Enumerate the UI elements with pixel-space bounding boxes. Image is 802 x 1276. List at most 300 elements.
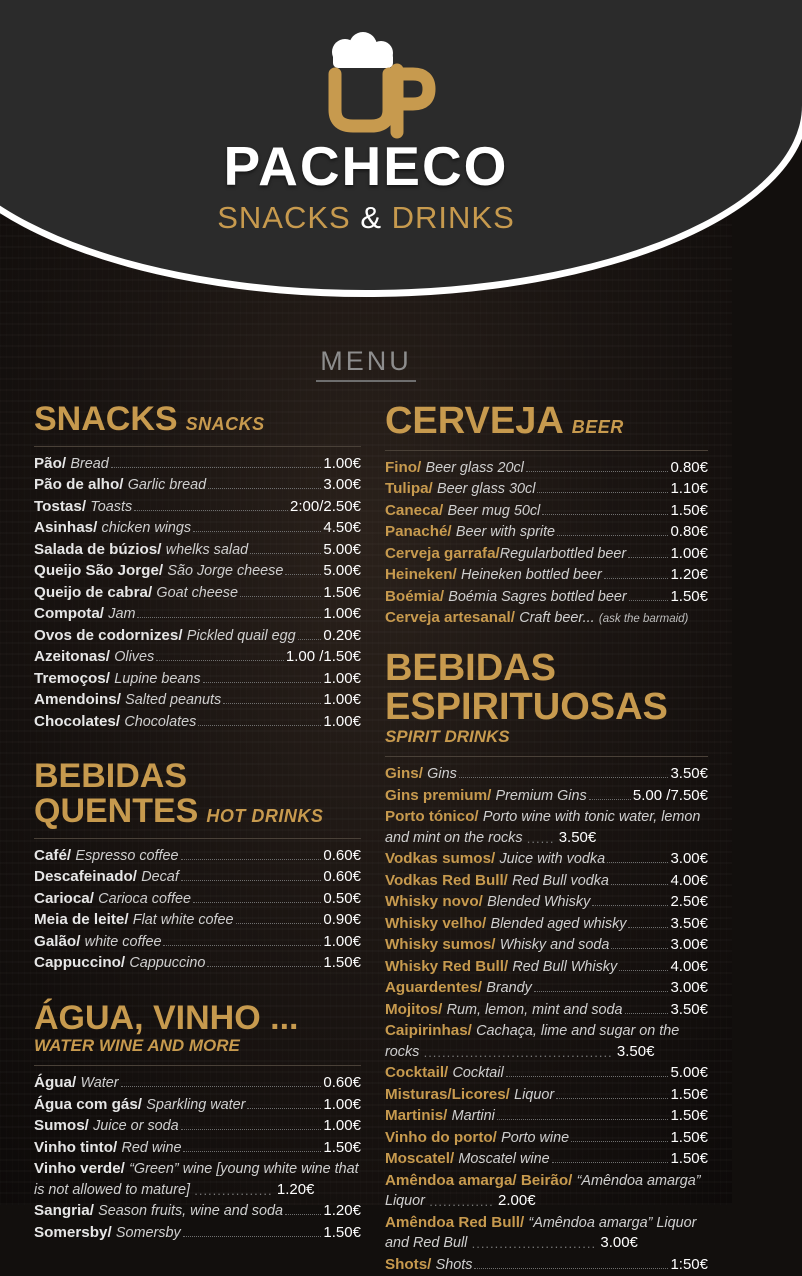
dot-leader (203, 682, 322, 683)
dot-leader (474, 1268, 668, 1269)
section-title-snacks-pt: SNACKS (34, 400, 178, 438)
tagline-snacks: SNACKS (217, 200, 351, 235)
dot-leader (537, 492, 668, 493)
item-name-pt: Salada de búzios/ (34, 540, 162, 558)
item-name-pt: Vinho tinto/ (34, 1138, 118, 1156)
brand-name: PACHECO (223, 135, 509, 197)
item-name-pt: Amêndoa Red Bull/ (384, 1213, 525, 1231)
item-price: 0.80€ (670, 523, 708, 541)
item-name-pt: Cerveja artesanal/ (384, 609, 515, 627)
item-name-pt: Tostas/ (34, 497, 87, 515)
section-title-beer-en: BEER (571, 417, 624, 437)
list-item (34, 910, 361, 931)
list-item (34, 540, 361, 561)
item-price: 2.50€ (670, 893, 708, 911)
item-name-en: Beer mug 50cl (447, 502, 541, 519)
menu-column-left (34, 402, 361, 1276)
item-name-en: Premium Gins (495, 787, 587, 804)
dot-leader (247, 1108, 321, 1109)
list-item (385, 1149, 708, 1170)
item-name-pt: Panaché/ (384, 523, 452, 541)
dot-leader: ...... (526, 830, 555, 846)
item-name-pt: Vinho do porto/ (384, 1128, 497, 1146)
list-item (385, 1000, 708, 1021)
item-name-en: “Amêndoa amarga” Liquor and Red Bull (384, 1214, 697, 1252)
list-item (34, 953, 361, 974)
item-price: 3.00€ (670, 936, 708, 954)
item-price: 1.50€ (323, 1138, 361, 1156)
item-price: 2:00/2.50€ (290, 497, 361, 515)
item-price: 1.00€ (323, 691, 361, 709)
item-price: 4.00€ (670, 871, 708, 889)
list-item (385, 544, 708, 565)
dot-leader (181, 1129, 322, 1130)
section-title-spirits-en: SPIRIT DRINKS (384, 727, 510, 747)
list-item (34, 583, 361, 604)
item-name-en: “Amêndoa amarga” Liquor (384, 1172, 701, 1210)
list-item (385, 892, 708, 913)
list-item (34, 889, 361, 910)
dot-leader (181, 859, 322, 860)
list-item (34, 1201, 361, 1222)
item-name-pt: Carioca/ (34, 889, 94, 907)
menu-columns (0, 380, 732, 1276)
item-name-pt: Azeitonas/ (34, 648, 110, 666)
list-item (385, 849, 708, 870)
item-name-en: Bread (70, 455, 109, 472)
divider (385, 450, 708, 451)
item-name-pt: Galão/ (34, 932, 81, 950)
item-name-pt: Aguardentes/ (384, 979, 483, 997)
item-name-pt: Tremoços/ (34, 669, 110, 687)
item-name-en: Regularbottled beer (499, 545, 627, 562)
item-name-pt: Vodkas sumos/ (384, 850, 496, 868)
list-item (385, 935, 708, 956)
section-title-beer-pt: CERVEJA (384, 400, 564, 442)
dot-leader (207, 966, 321, 967)
dot-leader (156, 660, 284, 661)
item-price: 3.00€ (323, 476, 361, 494)
dot-leader (592, 905, 668, 906)
item-price: 1.50€ (670, 1085, 708, 1103)
list-item (34, 475, 361, 496)
dot-leader (183, 1151, 321, 1152)
item-name-en: Porto wine (501, 1129, 570, 1146)
item-name-en: Moscatel wine (458, 1151, 550, 1168)
dot-leader (552, 1162, 669, 1163)
list-item (34, 1223, 361, 1244)
list-item (385, 522, 708, 543)
dot-leader (497, 1119, 669, 1120)
section-snacks (34, 402, 361, 732)
item-price: 5.00 /7.50€ (632, 786, 708, 804)
item-name-en: Decaf (141, 869, 179, 886)
item-price: 3.00€ (600, 1234, 638, 1252)
item-price: 1.10€ (670, 480, 708, 498)
item-name-en: Beer glass 20cl (425, 459, 524, 476)
item-price: 1.20€ (276, 1180, 315, 1198)
list-item (385, 501, 708, 522)
list-item (385, 1085, 708, 1106)
section-title-beer (385, 402, 708, 441)
item-name-en: Olives (114, 649, 155, 666)
item-price: 1.00€ (323, 454, 361, 472)
item-name-en: Liquor (514, 1086, 555, 1103)
dot-leader (526, 471, 669, 472)
list-item (34, 690, 361, 711)
item-name-pt: Tulipa/ (384, 480, 433, 498)
item-name-en: Flat white cofee (132, 912, 234, 929)
item-price: 3.00€ (670, 979, 708, 997)
tagline-ampersand: & (360, 200, 383, 235)
item-price: 3.50€ (558, 828, 597, 846)
item-name-pt: Whisky Red Bull/ (384, 957, 509, 975)
item-price: 1.00€ (670, 544, 708, 562)
item-price: 1.00€ (323, 669, 361, 687)
list-item (34, 932, 361, 953)
section-title-hot-drinks-line1: BEBIDAS (34, 757, 188, 796)
dot-leader (629, 600, 669, 601)
item-name-en: Porto wine with tonic water, lemon and mint on the rocks (384, 809, 701, 846)
list-item (34, 1138, 361, 1159)
item-name-pt: Chocolates/ (34, 712, 121, 730)
list-item (385, 458, 708, 479)
section-title-water-wine-en: WATER WINE AND MORE (34, 1036, 240, 1056)
item-name-pt: Martinis/ (384, 1107, 448, 1125)
section-title-spirits-line1: BEBIDAS (384, 646, 556, 689)
item-name-en: Red Bull Whisky (512, 958, 618, 975)
item-name-pt: Queijo de cabra/ (34, 583, 153, 601)
item-name-en: Blended Whisky (487, 894, 591, 911)
item-price: 0.60€ (323, 1074, 361, 1092)
item-name-pt: Cocktail/ (384, 1064, 449, 1082)
item-price: 5.00€ (323, 540, 361, 558)
beer-mug-logo-icon (291, 26, 441, 132)
item-price: 1.50€ (670, 1150, 708, 1168)
item-name-pt: Heineken/ (384, 566, 457, 584)
item-name-pt: Moscatel/ (384, 1150, 455, 1168)
list-item (34, 846, 361, 867)
item-name-en: Espresso coffee (75, 847, 179, 864)
item-name-pt: Café/ (34, 846, 72, 864)
item-name-en: Carioca coffee (98, 890, 191, 907)
item-price: 1.50€ (323, 583, 361, 601)
item-price: 4.00€ (670, 957, 708, 975)
item-price: 1.00€ (323, 932, 361, 950)
section-title-snacks (34, 402, 361, 437)
dot-leader (619, 970, 668, 971)
dot-leader (628, 557, 668, 558)
item-name-en: Garlic bread (127, 477, 207, 494)
list-item (34, 1095, 361, 1116)
dot-leader (134, 510, 288, 511)
section-beer (385, 402, 708, 630)
item-name-en: Red wine (121, 1139, 182, 1156)
item-name-en: Toasts (90, 498, 133, 515)
item-name-pt: Gins premium/ (384, 786, 492, 804)
item-name-en: whelks salad (165, 541, 249, 558)
item-name-pt: Pão/ (34, 454, 67, 472)
item-name-pt: Vinho verde/ (34, 1160, 125, 1178)
dot-leader (181, 880, 322, 881)
menu-header (0, 0, 732, 312)
item-name-pt: Queijo São Jorge/ (34, 562, 164, 580)
list-item (385, 978, 708, 999)
tagline-drinks: DRINKS (391, 200, 515, 235)
list-item (385, 1106, 708, 1127)
list-item (34, 647, 361, 668)
item-name-pt: Porto tónico/ (384, 808, 479, 826)
item-name-pt: Amendoins/ (34, 691, 121, 709)
item-name-en: Blended aged whisky (490, 915, 627, 932)
dot-leader (137, 617, 321, 618)
dot-leader (240, 596, 321, 597)
item-name-pt: Descafeinado/ (34, 868, 137, 886)
list-item (34, 497, 361, 518)
list-item (385, 1021, 708, 1062)
item-name-pt: Ovos de codornizes/ (34, 626, 183, 644)
section-title-water-wine: ÁGUA, VINHO ... (34, 998, 299, 1037)
item-name-en: Juice or soda (93, 1118, 179, 1135)
item-name-pt: Cerveja garrafa/ (384, 544, 500, 562)
list-item (34, 604, 361, 625)
dot-leader (506, 1076, 669, 1077)
item-name-en: chicken wings (101, 520, 192, 537)
list-item (385, 608, 708, 630)
item-name-en: Martini (451, 1108, 495, 1125)
dot-leader (557, 535, 668, 536)
item-price: 1.50€ (670, 1128, 708, 1146)
section-title-hot-drinks-en: HOT DRINKS (206, 805, 324, 826)
list-item (34, 1159, 361, 1200)
item-name-en: São Jorge cheese (167, 563, 284, 580)
list-item (385, 764, 708, 785)
item-name-pt: Água/ (34, 1074, 77, 1092)
dot-leader (298, 639, 322, 640)
section-hot-drinks (34, 759, 361, 973)
menu-label-text: MENU (316, 346, 416, 382)
menu-label (0, 346, 732, 380)
item-name-pt: Whisky sumos/ (384, 936, 496, 954)
section-title-spirits (384, 646, 708, 728)
item-price: 1.50€ (670, 1107, 708, 1125)
dot-leader (607, 862, 668, 863)
spirits-item-list (385, 764, 708, 1275)
item-price: 3.50€ (670, 1000, 708, 1018)
item-name-pt: Vodkas Red Bull/ (384, 871, 508, 889)
dot-leader (542, 514, 668, 515)
item-price: 1.00 /1.50€ (285, 648, 361, 666)
item-price: 0.80€ (670, 458, 708, 476)
item-name-pt: Caneca/ (384, 501, 444, 519)
item-price: 1.00€ (323, 712, 361, 730)
item-name-pt: Meia de leite/ (34, 911, 129, 929)
dot-leader (208, 488, 321, 489)
dot-leader (111, 467, 322, 468)
list-item (34, 626, 361, 647)
dot-leader (163, 945, 321, 946)
item-name-pt: Compota/ (34, 605, 105, 623)
divider (385, 756, 708, 757)
item-price: 3.50€ (670, 765, 708, 783)
item-name-pt: Água com gás/ (34, 1095, 143, 1113)
dot-leader (625, 1013, 669, 1014)
dot-leader (285, 574, 321, 575)
dot-leader (198, 725, 321, 726)
item-name-pt: Gins/ (384, 765, 423, 783)
section-title-snacks-en: SNACKS (185, 414, 265, 434)
item-price: 1:50€ (670, 1255, 708, 1273)
dot-leader (611, 948, 668, 949)
list-item (385, 1171, 708, 1212)
item-name-en: “Green” wine [young white wine that is not allowed to mature] (34, 1161, 359, 1198)
item-price: 5.00€ (670, 1064, 708, 1082)
list-item (385, 786, 708, 807)
section-title-spirits-line2: ESPIRITUOSAS (384, 685, 668, 728)
item-name-pt: Cappuccino/ (34, 954, 126, 972)
item-price: 1.50€ (670, 587, 708, 605)
list-item (34, 867, 361, 888)
dot-leader (534, 991, 669, 992)
item-price: 3.50€ (616, 1042, 655, 1060)
item-name-en: Cachaça, lime and sugar on the rocks (384, 1023, 680, 1060)
list-item (34, 1073, 361, 1094)
item-name-pt: Boémia/ (384, 587, 445, 605)
dot-leader (628, 927, 668, 928)
item-price: 0.90€ (323, 911, 361, 929)
dot-leader (250, 553, 321, 554)
item-name-en: Red Bull vodka (512, 872, 609, 889)
item-name-en: Gins (427, 766, 457, 783)
beer-item-list (385, 458, 708, 630)
item-name-en: Boémia Sagres bottled beer (448, 588, 627, 605)
dot-leader (193, 531, 321, 532)
divider (34, 838, 361, 839)
divider (34, 446, 361, 447)
dot-leader (193, 902, 321, 903)
section-water-wine (34, 998, 361, 1244)
dot-leader (571, 1141, 668, 1142)
item-price: 3.50€ (670, 914, 708, 932)
brand-tagline (0, 202, 732, 233)
item-name-en: Season fruits, wine and soda (98, 1203, 283, 1220)
hot-drinks-item-list (34, 846, 361, 974)
list-item (34, 561, 361, 582)
list-item (385, 565, 708, 586)
dot-leader (589, 799, 631, 800)
item-name-en: Somersby (115, 1224, 181, 1241)
list-item (34, 518, 361, 539)
item-name-pt: Asinhas/ (34, 519, 98, 537)
item-name-pt: Fino/ (384, 458, 422, 476)
item-name-en: Craft beer... (519, 610, 595, 627)
item-price: 4.50€ (323, 519, 361, 537)
dot-leader (556, 1098, 668, 1099)
dot-leader (604, 578, 669, 579)
list-item (385, 807, 708, 848)
item-note: (ask the barmaid) (598, 613, 689, 626)
item-price: 2.00€ (498, 1192, 536, 1210)
dot-leader: ........................... (471, 1236, 597, 1252)
dot-leader (611, 884, 669, 885)
list-item (385, 1213, 708, 1254)
list-item (385, 1255, 708, 1276)
dot-leader (223, 703, 321, 704)
item-name-en: Cocktail (452, 1065, 504, 1082)
list-item (385, 1063, 708, 1084)
section-title-hot-drinks (34, 759, 361, 828)
item-name-en: Pickled quail egg (186, 627, 296, 644)
item-price: 1.20€ (670, 566, 708, 584)
item-price: 1.50€ (670, 501, 708, 519)
item-price: 1.00€ (323, 1117, 361, 1135)
item-price: 5.00€ (323, 562, 361, 580)
item-price: 0.50€ (323, 889, 361, 907)
item-name-en: Heineken bottled beer (460, 567, 602, 584)
item-price: 0.20€ (323, 626, 361, 644)
divider (34, 1065, 361, 1066)
item-name-en: Lupine beans (114, 670, 201, 687)
item-name-en: Jam (108, 606, 136, 623)
dot-leader (236, 923, 322, 924)
list-item (385, 479, 708, 500)
dot-leader: ................. (194, 1182, 273, 1198)
item-name-pt: Sumos/ (34, 1117, 89, 1135)
item-name-pt: Amêndoa amarga/ Beirão/ (384, 1171, 573, 1189)
item-price: 3.00€ (670, 850, 708, 868)
item-name-pt: Whisky novo/ (384, 893, 483, 911)
list-item (34, 1116, 361, 1137)
menu-column-right (385, 402, 708, 1276)
dot-leader (121, 1086, 322, 1087)
item-name-pt: Somersby/ (34, 1223, 112, 1241)
list-item (385, 914, 708, 935)
list-item (385, 957, 708, 978)
item-name-pt: Whisky velho/ (384, 914, 487, 932)
item-name-en: Cappuccino (129, 955, 206, 972)
item-name-pt: Sangria/ (34, 1202, 94, 1220)
item-price: 0.60€ (323, 868, 361, 886)
item-name-en: Whisky and soda (499, 937, 610, 954)
item-name-pt: Shots/ (384, 1255, 432, 1273)
list-item (34, 669, 361, 690)
dot-leader: .............. (429, 1194, 494, 1210)
item-name-en: Chocolates (124, 713, 197, 730)
dot-leader: ......................................... (423, 1044, 613, 1060)
water-wine-item-list (34, 1073, 361, 1243)
section-spirit-drinks (384, 646, 708, 1276)
item-name-en: Rum, lemon, mint and soda (446, 1001, 623, 1018)
item-name-en: Salted peanuts (125, 692, 222, 709)
list-item (385, 587, 708, 608)
item-price: 1.00€ (323, 605, 361, 623)
dot-leader (285, 1214, 321, 1215)
item-name-en: white coffee (84, 933, 162, 950)
item-name-pt: Mojitos/ (384, 1000, 443, 1018)
item-name-en: Shots (435, 1256, 473, 1273)
list-item (385, 871, 708, 892)
item-name-en: Beer glass 30cl (437, 481, 536, 498)
list-item (34, 712, 361, 733)
item-price: 1.50€ (323, 1223, 361, 1241)
item-name-en: Sparkling water (146, 1096, 246, 1113)
item-name-pt: Pão de alho/ (34, 476, 124, 494)
list-item (385, 1128, 708, 1149)
section-title-hot-drinks-line2: QUENTES (34, 791, 199, 830)
dot-leader (183, 1236, 322, 1237)
snacks-item-list (34, 454, 361, 733)
item-price: 1.00€ (323, 1095, 361, 1113)
